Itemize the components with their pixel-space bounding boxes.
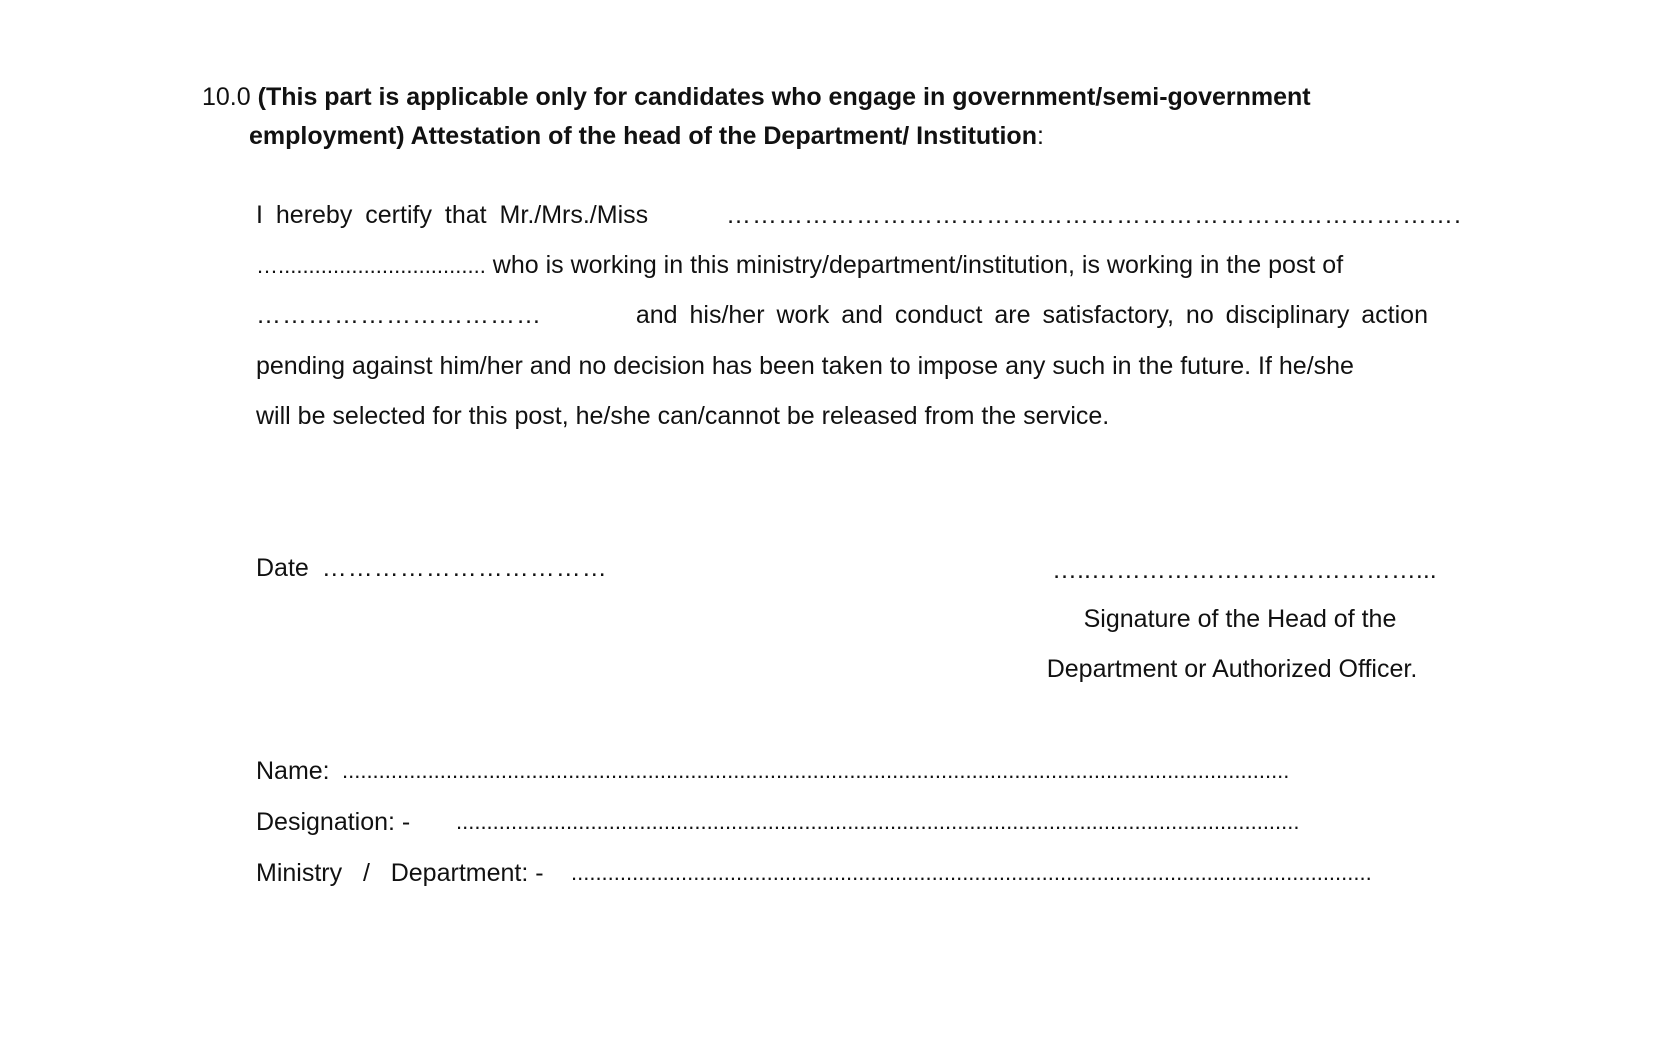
certificate-line-5: will be selected for this post, he/she can/cannot be released from the service. [256,402,1110,430]
designation-label: Designation: - [256,808,411,836]
date-label: Date [256,554,309,582]
signature-blank-dots: …..…………………………………... [1052,556,1437,584]
section-number: 10.0 [202,83,251,111]
section-heading-line2 [249,121,1044,151]
date-row [256,553,608,583]
certificate-line-3 [256,300,1428,330]
section-heading-text1: (This part is applicable only for candidates who engage in government/semi-government [257,83,1311,111]
certificate-line1-text: I hereby certify that Mr./Mrs./Miss [256,201,649,229]
ministry-department-label: Ministry / Department: - [256,859,544,887]
signature-caption-line2: Department or Authorized Officer. [1046,655,1418,683]
name-blank-dots: …………………………………………………………………………. [726,201,1462,229]
section-heading-line1 [202,82,1311,112]
name-label: Name: [256,757,330,785]
section-heading-text2: employment) Attestation of the head of the Department/ Institution [249,122,1037,150]
section-heading-colon: : [1036,122,1044,150]
certificate-line2-text: who is working in this ministry/department/institution, is working in the post of [492,251,1344,279]
signature-caption-line1: Signature of the Head of the [1083,605,1397,633]
designation-field-dots: .......................................................................................................................................... [456,809,1300,834]
date-blank-dots: …………………………… [321,554,608,582]
certificate-line-1 [256,200,1462,230]
name-field-dots: ........................................................................................................................................................... [342,758,1290,783]
post-blank-dots-2: …………………………… [256,301,542,329]
ministry-department-field-dots: ................................................................................................................................... [571,860,1372,885]
certificate-line-4: pending against him/her and no decision has been taken to impose any such in the future. If he/she [256,352,1354,380]
certificate-line3-text: and his/her work and conduct are satisfactory, no disciplinary action [635,301,1428,329]
certificate-line-2 [256,250,1468,281]
post-blank-dots-1: ….................................. [256,253,486,278]
